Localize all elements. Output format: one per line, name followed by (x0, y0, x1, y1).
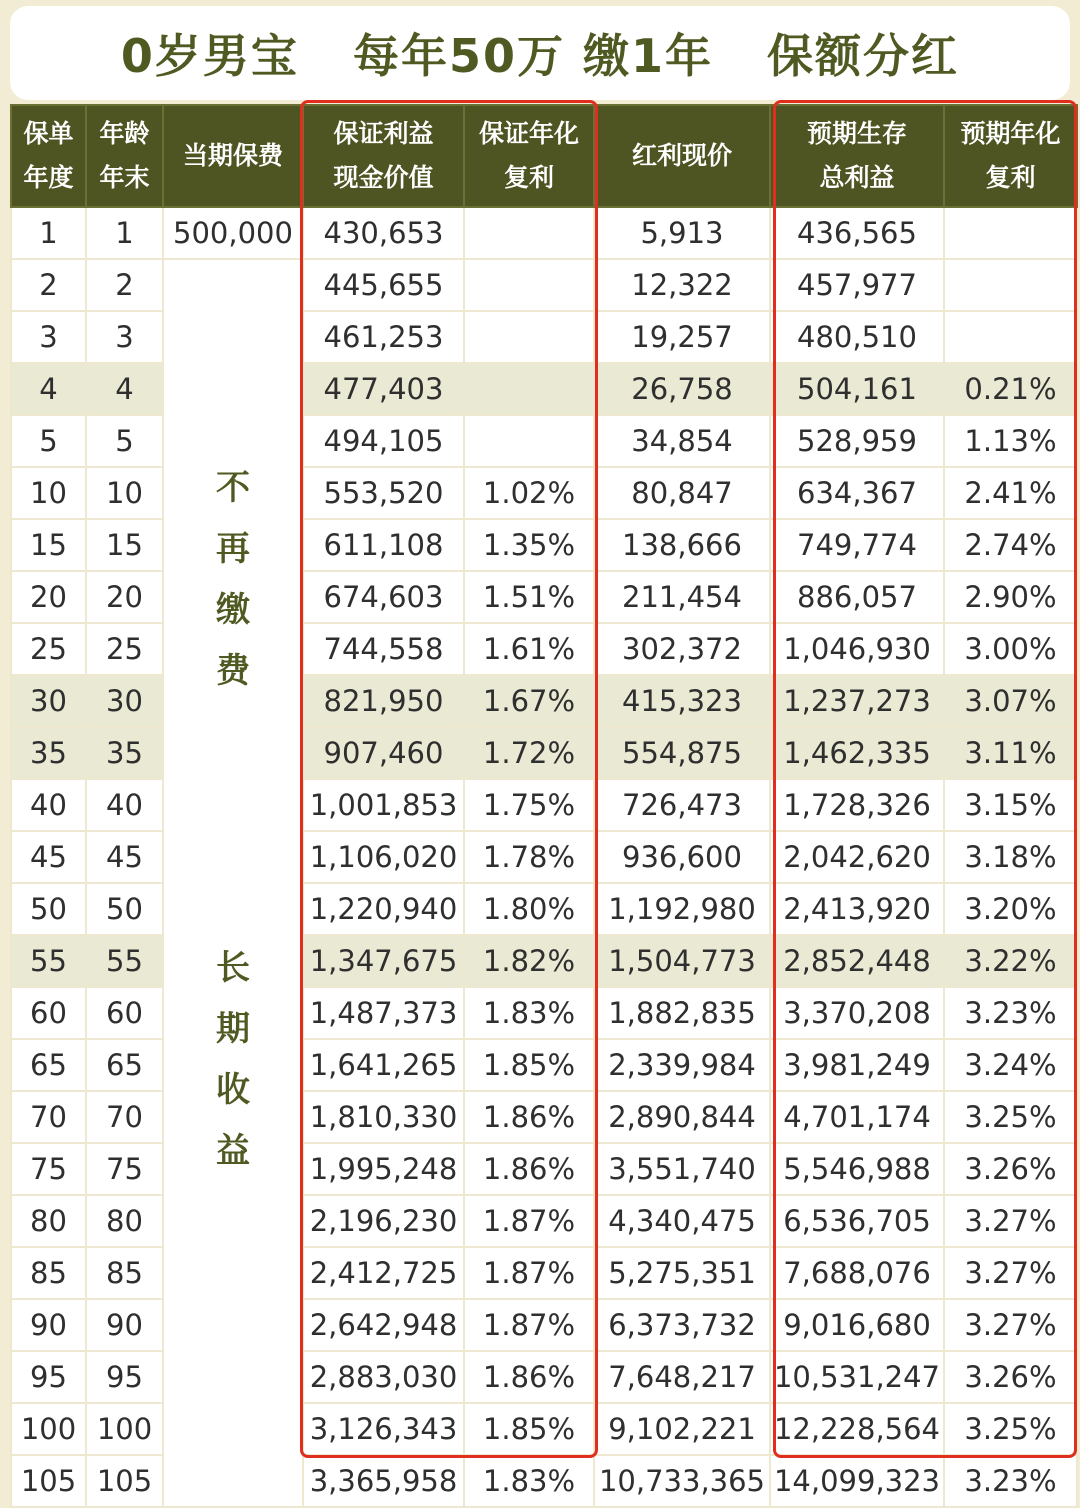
cell-age: 100 (86, 1403, 163, 1455)
header-row (11, 105, 1077, 207)
cell-policy-year: 75 (11, 1143, 86, 1195)
cell-expected-total: 1,046,930 (770, 623, 944, 675)
cell-bonus-value: 5,913 (594, 207, 770, 259)
cell-age: 105 (86, 1455, 163, 1507)
cell-age: 80 (86, 1195, 163, 1247)
cell-guaranteed-rate: 1.86% (464, 1143, 594, 1195)
cell-expected-total: 10,531,247 (770, 1351, 944, 1403)
header-premium: 当期保费 (163, 105, 303, 207)
cell-guaranteed-cash-value: 3,365,958 (303, 1455, 464, 1507)
cell-policy-year: 65 (11, 1039, 86, 1091)
cell-guaranteed-rate: 1.80% (464, 883, 594, 935)
cell-expected-total: 14,099,323 (770, 1455, 944, 1507)
cell-expected-rate (944, 259, 1077, 311)
cell-bonus-value: 5,275,351 (594, 1247, 770, 1299)
cell-bonus-value: 7,648,217 (594, 1351, 770, 1403)
cell-expected-total: 9,016,680 (770, 1299, 944, 1351)
benefit-table (10, 104, 1078, 1508)
cell-policy-year: 55 (11, 935, 86, 987)
cell-guaranteed-cash-value: 2,412,725 (303, 1247, 464, 1299)
cell-expected-total: 7,688,076 (770, 1247, 944, 1299)
cell-expected-rate: 3.25% (944, 1403, 1077, 1455)
cell-expected-total: 2,852,448 (770, 935, 944, 987)
cell-expected-rate: 2.90% (944, 571, 1077, 623)
cell-guaranteed-rate: 1.87% (464, 1299, 594, 1351)
cell-policy-year: 2 (11, 259, 86, 311)
cell-age: 1 (86, 207, 163, 259)
cell-guaranteed-rate (464, 415, 594, 467)
cell-bonus-value: 302,372 (594, 623, 770, 675)
label-long-term-benefit: 长期收益 (216, 948, 250, 1171)
cell-guaranteed-rate: 1.51% (464, 571, 594, 623)
cell-expected-rate: 3.22% (944, 935, 1077, 987)
cell-age: 15 (86, 519, 163, 571)
header-guaranteed-cash-value: 保证利益现金价值 (303, 105, 464, 207)
cell-expected-rate: 3.07% (944, 675, 1077, 727)
cell-guaranteed-rate: 1.86% (464, 1091, 594, 1143)
cell-guaranteed-cash-value: 461,253 (303, 311, 464, 363)
cell-policy-year: 60 (11, 987, 86, 1039)
cell-expected-rate: 3.18% (944, 831, 1077, 883)
cell-age: 70 (86, 1091, 163, 1143)
cell-expected-total: 480,510 (770, 311, 944, 363)
cell-bonus-value: 1,504,773 (594, 935, 770, 987)
header-policy-year: 保单年度 (11, 105, 86, 207)
cell-expected-total: 457,977 (770, 259, 944, 311)
cell-policy-year: 15 (11, 519, 86, 571)
cell-bonus-value: 415,323 (594, 675, 770, 727)
cell-policy-year: 10 (11, 467, 86, 519)
cell-guaranteed-rate: 1.87% (464, 1247, 594, 1299)
cell-policy-year: 105 (11, 1455, 86, 1507)
cell-expected-rate: 3.11% (944, 727, 1077, 779)
cell-guaranteed-rate: 1.67% (464, 675, 594, 727)
header-guaranteed-rate: 保证年化复利 (464, 105, 594, 207)
cell-guaranteed-cash-value: 3,126,343 (303, 1403, 464, 1455)
cell-bonus-value: 10,733,365 (594, 1455, 770, 1507)
cell-guaranteed-rate: 1.75% (464, 779, 594, 831)
cell-expected-rate: 3.23% (944, 987, 1077, 1039)
cell-expected-rate: 1.13% (944, 415, 1077, 467)
cell-guaranteed-cash-value: 1,220,940 (303, 883, 464, 935)
cell-policy-year: 100 (11, 1403, 86, 1455)
cell-policy-year: 45 (11, 831, 86, 883)
cell-policy-year: 50 (11, 883, 86, 935)
cell-age: 4 (86, 363, 163, 415)
cell-expected-rate: 2.74% (944, 519, 1077, 571)
cell-age: 75 (86, 1143, 163, 1195)
cell-bonus-value: 138,666 (594, 519, 770, 571)
cell-expected-rate: 3.24% (944, 1039, 1077, 1091)
cell-guaranteed-cash-value: 553,520 (303, 467, 464, 519)
cell-age: 40 (86, 779, 163, 831)
cell-age: 65 (86, 1039, 163, 1091)
cell-expected-total: 3,370,208 (770, 987, 944, 1039)
cell-guaranteed-rate: 1.78% (464, 831, 594, 883)
cell-guaranteed-cash-value: 1,641,265 (303, 1039, 464, 1091)
cell-bonus-value: 2,339,984 (594, 1039, 770, 1091)
cell-guaranteed-rate: 1.02% (464, 467, 594, 519)
cell-guaranteed-rate: 1.82% (464, 935, 594, 987)
cell-age: 90 (86, 1299, 163, 1351)
cell-policy-year: 40 (11, 779, 86, 831)
cell-guaranteed-cash-value: 477,403 (303, 363, 464, 415)
cell-expected-rate (944, 311, 1077, 363)
cell-policy-year: 70 (11, 1091, 86, 1143)
cell-bonus-value: 2,890,844 (594, 1091, 770, 1143)
cell-guaranteed-rate: 1.87% (464, 1195, 594, 1247)
cell-bonus-value: 726,473 (594, 779, 770, 831)
cell-expected-total: 528,959 (770, 415, 944, 467)
cell-guaranteed-cash-value: 494,105 (303, 415, 464, 467)
cell-expected-rate: 3.20% (944, 883, 1077, 935)
cell-guaranteed-cash-value: 2,883,030 (303, 1351, 464, 1403)
cell-expected-total: 749,774 (770, 519, 944, 571)
cell-bonus-value: 34,854 (594, 415, 770, 467)
cell-expected-rate: 3.26% (944, 1143, 1077, 1195)
cell-guaranteed-rate: 1.85% (464, 1039, 594, 1091)
header-bonus-value: 红利现价 (594, 105, 770, 207)
label-no-more-payment: 不再缴费 (216, 468, 250, 691)
cell-expected-total: 2,413,920 (770, 883, 944, 935)
cell-policy-year: 25 (11, 623, 86, 675)
cell-policy-year: 95 (11, 1351, 86, 1403)
cell-age: 45 (86, 831, 163, 883)
cell-expected-rate: 3.27% (944, 1247, 1077, 1299)
cell-bonus-value: 211,454 (594, 571, 770, 623)
cell-expected-rate: 3.23% (944, 1455, 1077, 1507)
cell-expected-rate: 3.25% (944, 1091, 1077, 1143)
cell-expected-rate: 0.21% (944, 363, 1077, 415)
cell-age: 10 (86, 467, 163, 519)
cell-guaranteed-cash-value: 1,487,373 (303, 987, 464, 1039)
cell-bonus-value: 936,600 (594, 831, 770, 883)
cell-guaranteed-cash-value: 821,950 (303, 675, 464, 727)
cell-expected-total: 436,565 (770, 207, 944, 259)
benefit-table-container (10, 104, 1076, 1508)
cell-expected-total: 2,042,620 (770, 831, 944, 883)
table-row (11, 207, 1077, 259)
cell-bonus-value: 1,192,980 (594, 883, 770, 935)
cell-bonus-value: 19,257 (594, 311, 770, 363)
cell-policy-year: 80 (11, 1195, 86, 1247)
title-banner (10, 6, 1070, 100)
cell-expected-total: 886,057 (770, 571, 944, 623)
cell-policy-year: 20 (11, 571, 86, 623)
cell-expected-rate: 3.00% (944, 623, 1077, 675)
cell-guaranteed-rate (464, 207, 594, 259)
cell-guaranteed-cash-value: 430,653 (303, 207, 464, 259)
cell-bonus-value: 26,758 (594, 363, 770, 415)
cell-guaranteed-rate (464, 311, 594, 363)
cell-expected-rate: 3.27% (944, 1299, 1077, 1351)
cell-guaranteed-cash-value: 907,460 (303, 727, 464, 779)
cell-expected-total: 5,546,988 (770, 1143, 944, 1195)
header-age: 年龄年末 (86, 105, 163, 207)
cell-guaranteed-rate: 1.72% (464, 727, 594, 779)
cell-expected-rate: 3.15% (944, 779, 1077, 831)
cell-policy-year: 90 (11, 1299, 86, 1351)
page-title: 0岁男宝 每年50万 缴1年 保额分红 (120, 29, 960, 83)
cell-guaranteed-cash-value: 1,995,248 (303, 1143, 464, 1195)
cell-guaranteed-rate (464, 259, 594, 311)
cell-bonus-value: 3,551,740 (594, 1143, 770, 1195)
cell-policy-year: 85 (11, 1247, 86, 1299)
cell-expected-total: 3,981,249 (770, 1039, 944, 1091)
cell-age: 35 (86, 727, 163, 779)
cell-bonus-value: 1,882,835 (594, 987, 770, 1039)
cell-bonus-value: 4,340,475 (594, 1195, 770, 1247)
cell-guaranteed-cash-value: 1,347,675 (303, 935, 464, 987)
cell-guaranteed-cash-value: 611,108 (303, 519, 464, 571)
cell-age: 50 (86, 883, 163, 935)
cell-age: 55 (86, 935, 163, 987)
cell-expected-total: 12,228,564 (770, 1403, 944, 1455)
cell-age: 85 (86, 1247, 163, 1299)
cell-bonus-value: 12,322 (594, 259, 770, 311)
cell-expected-total: 504,161 (770, 363, 944, 415)
cell-expected-rate (944, 207, 1077, 259)
cell-guaranteed-cash-value: 1,001,853 (303, 779, 464, 831)
cell-bonus-value: 9,102,221 (594, 1403, 770, 1455)
header-expected-total: 预期生存总利益 (770, 105, 944, 207)
cell-expected-total: 4,701,174 (770, 1091, 944, 1143)
cell-age: 95 (86, 1351, 163, 1403)
cell-guaranteed-rate: 1.83% (464, 987, 594, 1039)
cell-guaranteed-rate: 1.61% (464, 623, 594, 675)
cell-expected-rate: 3.27% (944, 1195, 1077, 1247)
cell-guaranteed-rate: 1.85% (464, 1403, 594, 1455)
cell-age: 5 (86, 415, 163, 467)
header-expected-rate: 预期年化复利 (944, 105, 1077, 207)
cell-policy-year: 1 (11, 207, 86, 259)
cell-guaranteed-cash-value: 2,196,230 (303, 1195, 464, 1247)
cell-expected-total: 6,536,705 (770, 1195, 944, 1247)
cell-policy-year: 35 (11, 727, 86, 779)
table-body (11, 207, 1077, 1507)
cell-policy-year: 4 (11, 363, 86, 415)
premium-status-column (163, 259, 303, 1507)
cell-age: 3 (86, 311, 163, 363)
cell-age: 25 (86, 623, 163, 675)
cell-guaranteed-cash-value: 674,603 (303, 571, 464, 623)
cell-age: 60 (86, 987, 163, 1039)
cell-guaranteed-cash-value: 744,558 (303, 623, 464, 675)
cell-expected-rate: 3.26% (944, 1351, 1077, 1403)
cell-bonus-value: 6,373,732 (594, 1299, 770, 1351)
cell-guaranteed-cash-value: 445,655 (303, 259, 464, 311)
cell-age: 20 (86, 571, 163, 623)
cell-policy-year: 3 (11, 311, 86, 363)
cell-expected-rate: 2.41% (944, 467, 1077, 519)
cell-guaranteed-cash-value: 2,642,948 (303, 1299, 464, 1351)
cell-guaranteed-rate: 1.86% (464, 1351, 594, 1403)
cell-age: 2 (86, 259, 163, 311)
cell-policy-year: 30 (11, 675, 86, 727)
cell-bonus-value: 554,875 (594, 727, 770, 779)
cell-age: 30 (86, 675, 163, 727)
cell-guaranteed-rate (464, 363, 594, 415)
cell-expected-total: 1,237,273 (770, 675, 944, 727)
cell-guaranteed-rate: 1.83% (464, 1455, 594, 1507)
cell-expected-total: 1,462,335 (770, 727, 944, 779)
cell-bonus-value: 80,847 (594, 467, 770, 519)
cell-premium: 500,000 (163, 207, 303, 259)
cell-guaranteed-cash-value: 1,810,330 (303, 1091, 464, 1143)
cell-expected-total: 634,367 (770, 467, 944, 519)
cell-policy-year: 5 (11, 415, 86, 467)
cell-guaranteed-rate: 1.35% (464, 519, 594, 571)
table-row (11, 259, 1077, 311)
cell-guaranteed-cash-value: 1,106,020 (303, 831, 464, 883)
cell-expected-total: 1,728,326 (770, 779, 944, 831)
